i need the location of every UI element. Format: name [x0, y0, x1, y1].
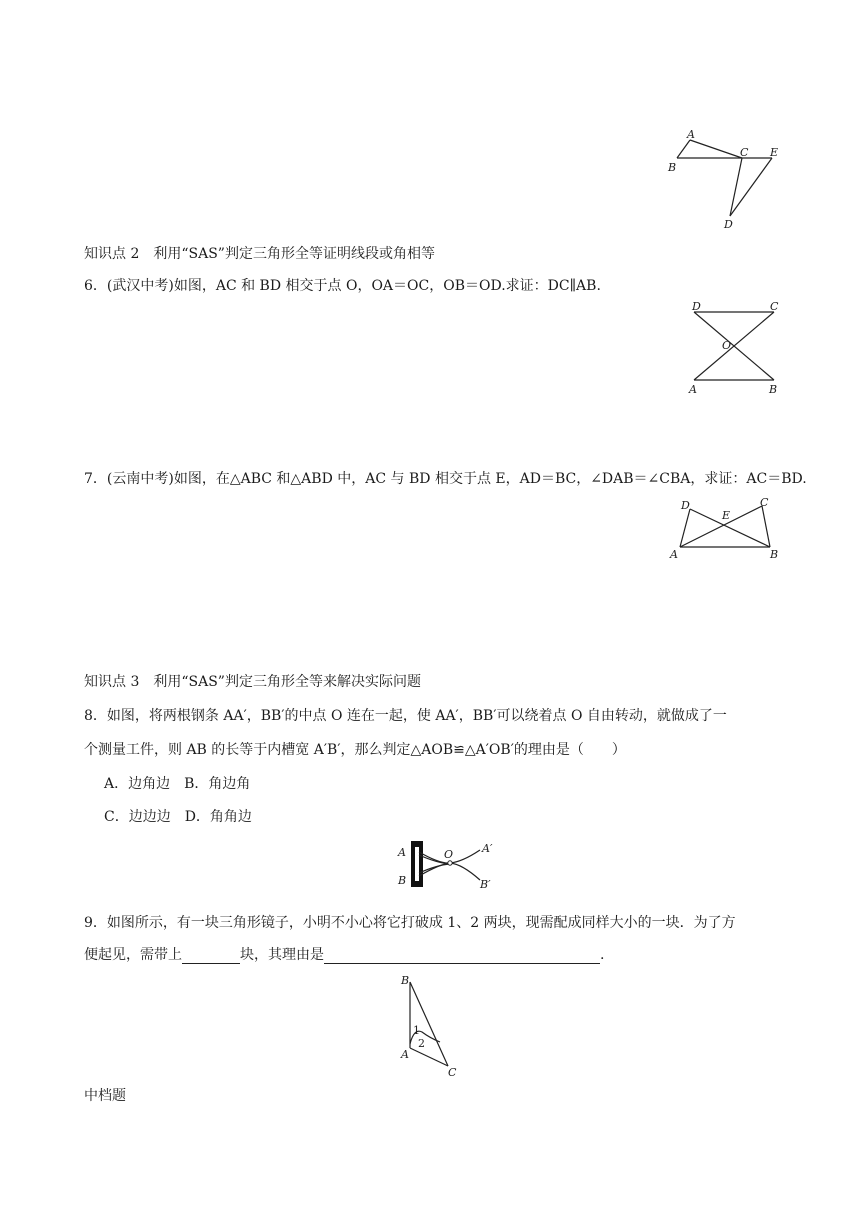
- label-d: D: [692, 300, 701, 313]
- label-d: D: [681, 499, 690, 512]
- question-9-text-b: 块，其理由是: [240, 947, 324, 963]
- label-a: A: [401, 1048, 409, 1061]
- label-b: B: [769, 383, 778, 396]
- label-2: 2: [418, 1037, 425, 1050]
- label-a-prime: A′: [482, 842, 493, 855]
- label-a: A: [687, 128, 695, 141]
- label-o: O: [722, 339, 732, 352]
- question-7: 7．(云南中考)如图，在△ABC 和△ABD 中，AC 与 BD 相交于点 E，AD＝BC，∠DAB＝∠CBA，求证：AC＝BD.: [84, 471, 807, 487]
- label-b: B: [668, 161, 677, 174]
- label-b: B: [770, 548, 779, 561]
- label-b: B: [398, 874, 407, 887]
- answer-blank-reason[interactable]: [324, 949, 600, 964]
- question-8-line-1: 8．如图，将两根钢条 AA′，BB′的中点 O 连在一起，使 AA′，BB′可以绕着点 O 自由转动，就做成了一: [84, 708, 727, 724]
- question-9-line-2: [84, 946, 604, 964]
- answer-blank-pieces[interactable]: [182, 949, 240, 964]
- label-o: O: [444, 848, 454, 861]
- question-9-text-c: .: [600, 947, 605, 963]
- section-title-4: 中档题: [84, 1088, 126, 1104]
- question-8-options-cd: C．边边边 D．角角边: [104, 809, 252, 825]
- label-a: A: [398, 846, 406, 859]
- label-a: A: [670, 548, 678, 561]
- figure-q8: [392, 836, 512, 896]
- label-c: C: [770, 300, 779, 313]
- question-6: 6．(武汉中考)如图，AC 和 BD 相交于点 O，OA＝OC，OB＝OD.求证：DC∥AB.: [84, 278, 601, 294]
- figure-q5: [664, 128, 784, 238]
- label-b: B: [401, 974, 410, 987]
- question-9-line-1: 9．如图所示，有一块三角形镜子，小明不小心将它打破成 1、2 两块，现需配成同样大小的一块．为了方: [84, 915, 736, 931]
- label-a: A: [689, 383, 697, 396]
- label-c: C: [740, 146, 749, 159]
- section-title-3: 知识点 3 利用“SAS”判定三角形全等来解决实际问题: [84, 674, 421, 690]
- label-c: C: [760, 496, 769, 509]
- figure-q6: [684, 298, 794, 398]
- figure-q7: [666, 494, 790, 564]
- section-title-2: 知识点 2 利用“SAS”判定三角形全等证明线段或角相等: [84, 246, 435, 262]
- label-b-prime: B′: [480, 878, 491, 891]
- question-8-line-2: 个测量工件，则 AB 的长等于内槽宽 A′B′，那么判定△AOB≌△A′OB′的理由是（ ）: [84, 742, 626, 758]
- question-9-text-a: 便起见，需带上: [84, 947, 182, 963]
- label-e: E: [770, 146, 779, 159]
- label-e: E: [722, 509, 731, 522]
- label-d: D: [724, 218, 733, 231]
- label-1: 1: [413, 1024, 420, 1037]
- label-c: C: [448, 1066, 457, 1078]
- figure-q9: [396, 972, 466, 1078]
- question-8-options-ab: A．边角边 B．角边角: [104, 776, 251, 792]
